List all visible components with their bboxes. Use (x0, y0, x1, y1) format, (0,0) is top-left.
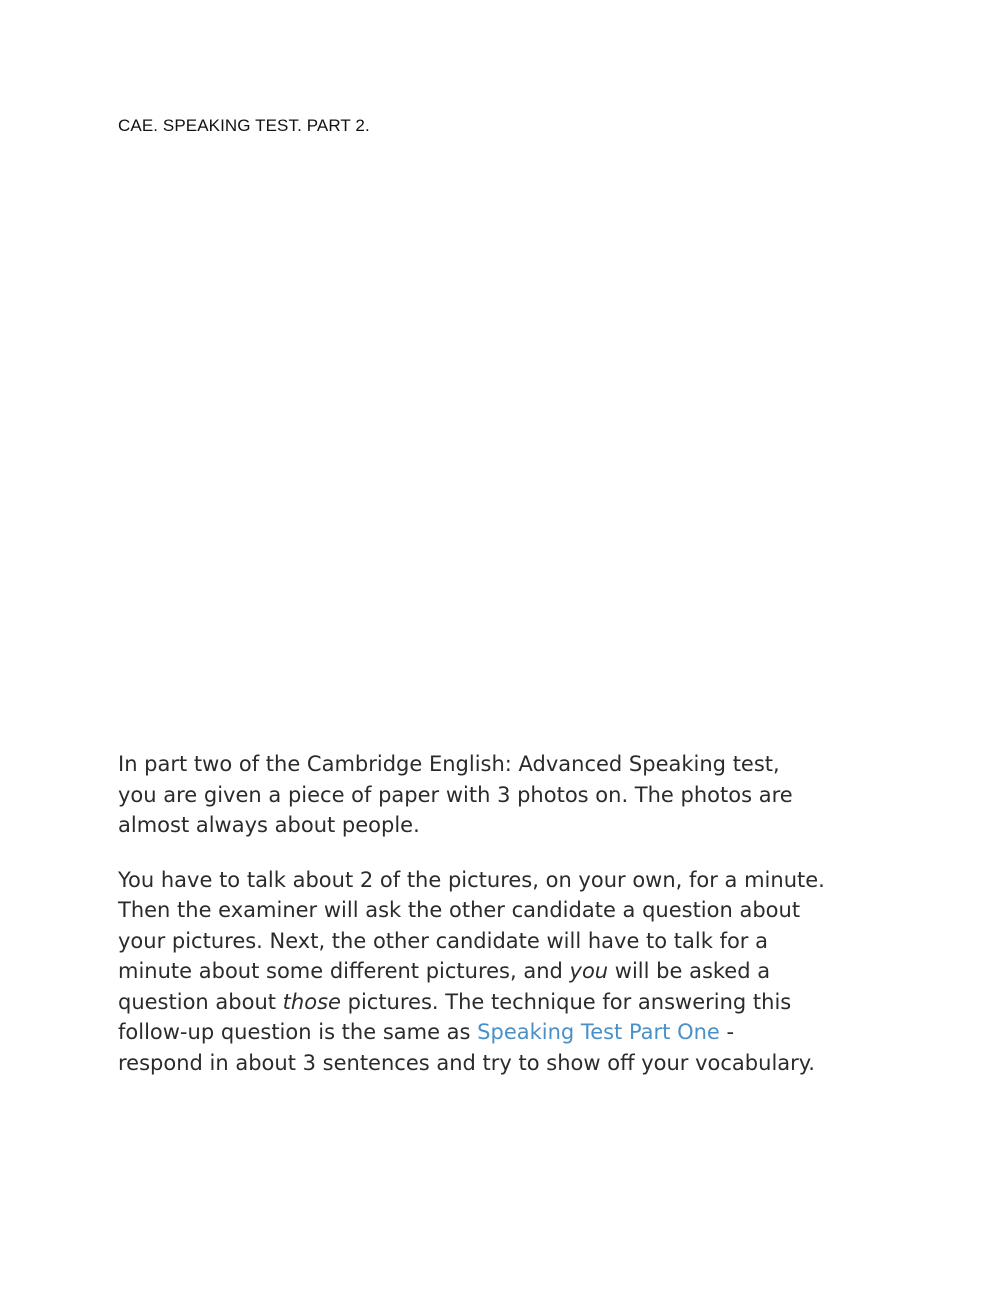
text-line: Then the examiner will ask the other candidate a question about (118, 898, 801, 922)
text-line: your pictures. Next, the other candidate will have to talk for a (118, 928, 768, 953)
text-span: - (719, 1020, 735, 1044)
speaking-test-part-one-link[interactable]: Speaking Test Part One (477, 1020, 720, 1044)
text-span: will be asked a (608, 959, 771, 983)
text-span: question about (118, 989, 283, 1014)
emphasis-those: those (282, 989, 341, 1014)
emphasis-you: you (569, 959, 609, 983)
text-line: respond in about 3 sentences and try to show off your vocabulary. (118, 1050, 815, 1075)
text-span: follow-up question is the same as (118, 1020, 478, 1044)
text-line: In part two of the Cambridge English: Advanced Speaking test, (118, 752, 780, 776)
text-span: minute about some different pictures, and (118, 959, 570, 983)
text-line (118, 1017, 908, 1048)
text-line (118, 956, 908, 987)
page-title: CAE. SPEAKING TEST. PART 2. (118, 116, 370, 135)
paragraph-gap (118, 841, 908, 865)
paragraph-intro (118, 749, 908, 841)
text-line: almost always about people. (118, 813, 420, 837)
body-text (118, 749, 908, 1078)
paragraph-details (118, 865, 908, 1079)
text-span: pictures. The technique for answering this (340, 989, 792, 1014)
text-line: you are given a piece of paper with 3 photos on. The photos are (118, 782, 793, 807)
text-line (118, 987, 908, 1018)
text-line: You have to talk about 2 of the pictures, on your own, for a minute. (118, 867, 825, 892)
